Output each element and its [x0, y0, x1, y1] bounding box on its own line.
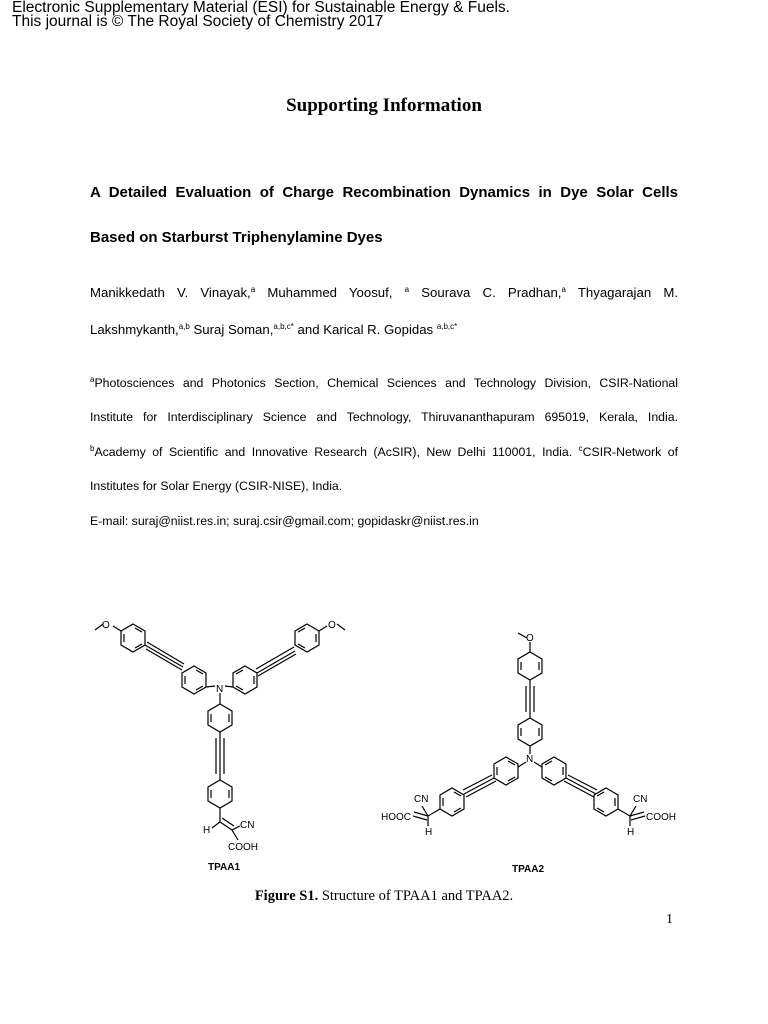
figure-caption — [0, 888, 768, 905]
author-soman: Suraj Soman, — [189, 322, 274, 337]
affil-b-text: Academy of Scientific and Innovative Research (AcSIR), New Delhi 110001, India. — [94, 445, 579, 459]
tpaa2-h-left: H — [425, 827, 433, 838]
tpaa1-label: TPAA1 — [208, 862, 241, 873]
tpaa2-h-right: H — [627, 827, 635, 838]
tpaa2-cooh: COOH — [646, 812, 676, 823]
paper-title-line1: A Detailed Evaluation of Charge Recombination Dynamics in Dye Solar Cells — [90, 184, 678, 201]
tpaa2-structure — [381, 633, 676, 875]
author-affil-sup: a,b,c* — [436, 322, 458, 331]
affil-b-sup: b — [90, 444, 95, 453]
tpaa2-cn-right: CN — [633, 794, 648, 805]
tpaa2-hooc: HOOC — [381, 812, 411, 823]
tpaa2-label: TPAA2 — [512, 864, 545, 875]
author-affil-sup: a,b — [178, 322, 190, 331]
tpaa2-o: O — [526, 633, 534, 644]
tpaa2-cn-left: CN — [414, 794, 429, 805]
tpaa1-ring-left — [182, 666, 206, 694]
author-lakshmykanth: Lakshmykanth, — [90, 322, 179, 337]
author-affil-sup: a — [250, 285, 256, 294]
affiliation-a-line2: Institute for Interdisciplinary Science and Technology, Thiruvananthapuram 695019, Kerala, India. — [90, 410, 678, 424]
affil-c-text: CSIR-Network of — [582, 445, 678, 459]
author-pradhan: Sourava C. Pradhan, — [409, 285, 562, 300]
tpaa1-structure — [95, 620, 345, 873]
paper-title-line2: Based on Starburst Triphenylamine Dyes — [90, 229, 383, 246]
author-affil-sup: a — [404, 285, 410, 294]
affil-c-sup: c — [578, 444, 583, 453]
author-affil-sup: a,b,c* — [273, 322, 294, 331]
figure-caption-text: Structure of TPAA1 and TPAA2. — [318, 888, 514, 904]
author-thyagarajan: Thyagarajan M. — [565, 285, 678, 300]
author-yoosuf: Muhammed Yoosuf, — [255, 285, 405, 300]
section-title: Supporting Information — [286, 95, 482, 116]
author-vinayak: Manikkedath V. Vinayak, — [90, 285, 251, 300]
tpaa1-n: N — [216, 684, 224, 695]
affil-a-sup: a — [90, 375, 95, 384]
author-gopidas: and Karical R. Gopidas — [293, 322, 437, 337]
journal-header-line1: Electronic Supplementary Material (ESI) for Sustainable Energy & Fuels. — [12, 0, 510, 16]
affil-a-text: Photosciences and Photonics Section, Chemical Sciences and Technology Division, CSIR-National — [94, 376, 678, 390]
tpaa1-o-right: O — [328, 620, 336, 631]
affiliation-c-line2: Institutes for Solar Energy (CSIR-NISE), India. — [90, 479, 343, 493]
tpaa2-n: N — [526, 754, 534, 765]
figure-caption-label: Figure S1. — [254, 888, 319, 904]
email-line: E-mail: suraj@niist.res.in; suraj.csir@gmail.com; gopidaskr@niist.res.in — [90, 514, 479, 528]
journal-header-line2: This journal is © The Royal Society of Chemistry 2017 — [12, 13, 384, 30]
page-number: 1 — [666, 912, 673, 927]
tpaa1-h: H — [203, 825, 211, 836]
tpaa1-cn: CN — [240, 820, 255, 831]
tpaa1-cooh: COOH — [228, 842, 258, 853]
author-affil-sup: a — [561, 285, 566, 294]
tpaa1-o-left: O — [102, 620, 110, 631]
